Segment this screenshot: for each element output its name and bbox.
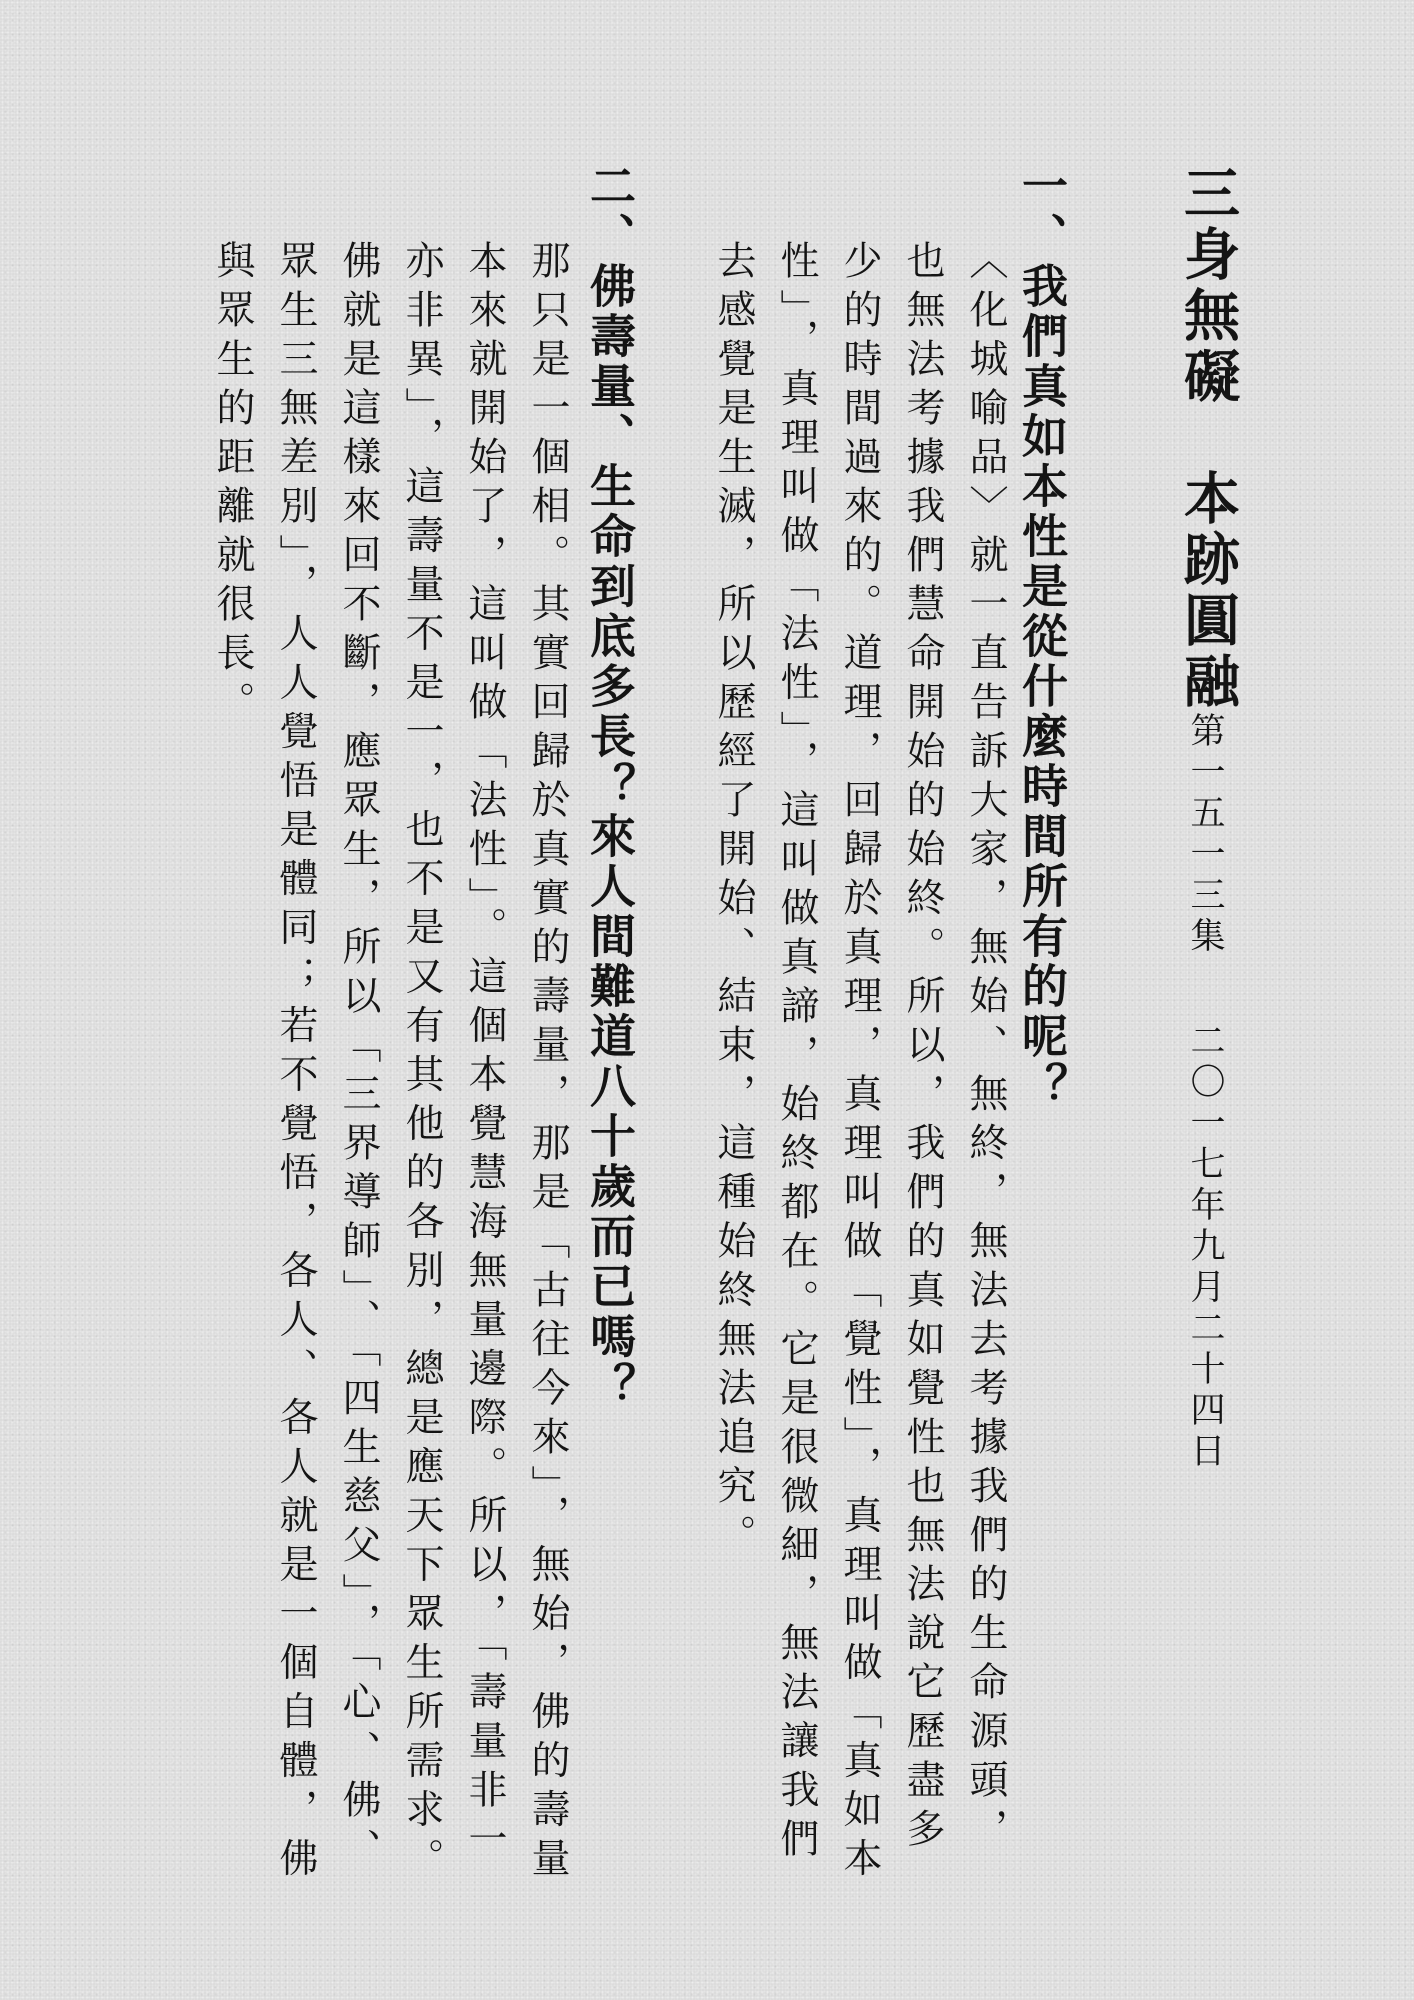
section-1-line: 少的時間過來的。道理，回歸於真理，真理叫做「覺性」，真理叫做「真如本 <box>837 240 882 1887</box>
episode-number: 第一五一三集 <box>1185 712 1225 958</box>
section-2-line: 本來就開始了，這叫做「法性」。這個本覺慧海無量邊際。所以，「壽量非一 <box>462 240 507 1867</box>
section-2-line: 與眾生的距離就很長。 <box>210 240 255 730</box>
section-1-line: 去感覺是生滅，所以歷經了開始、結束，這種始終無法追究。 <box>711 240 756 1563</box>
page-title: 三身無礙 本跡圓融 <box>1175 164 1241 713</box>
lecture-date: 二〇一七年九月二十四日 <box>1185 1022 1225 1473</box>
section-2-line: 佛就是這樣來回不斷，應眾生，所以「三界導師」、「四生慈父」，「心、佛、 <box>336 240 381 1877</box>
section-2-line: 亦非異」，這壽量不是一，也不是又有其他的各別，總是應天下眾生所需求。 <box>399 240 444 1887</box>
section-2-line: 那只是一個相。其實回歸於真實的壽量，那是「古往今來」，無始，佛的壽量 <box>525 240 570 1887</box>
section-2-heading: 二、佛壽量、生命到底多長？來人間難道八十歲而已嗎？ <box>583 162 637 1412</box>
section-2-line: 眾生三無差別」，人人覺悟是體同；若不覺悟，各人、各人就是一個自體，佛 <box>273 240 318 1887</box>
episode-and-date <box>1180 0 1230 1473</box>
section-1-heading: 一、我們真如本性是從什麼時間所有的呢？ <box>1015 162 1069 1112</box>
section-1-line: 〈化城喻品〉就一直告訴大家，無始、無終，無法去考據我們的生命源頭， <box>963 240 1008 1857</box>
section-1-line: 也無法考據我們慧命開始的始終。所以，我們的真如覺性也無法說它歷盡多 <box>900 240 945 1857</box>
section-1-line: 性」，真理叫做「法性」，這叫做真諦，始終都在。它是很微細，無法讓我們 <box>774 240 819 1867</box>
